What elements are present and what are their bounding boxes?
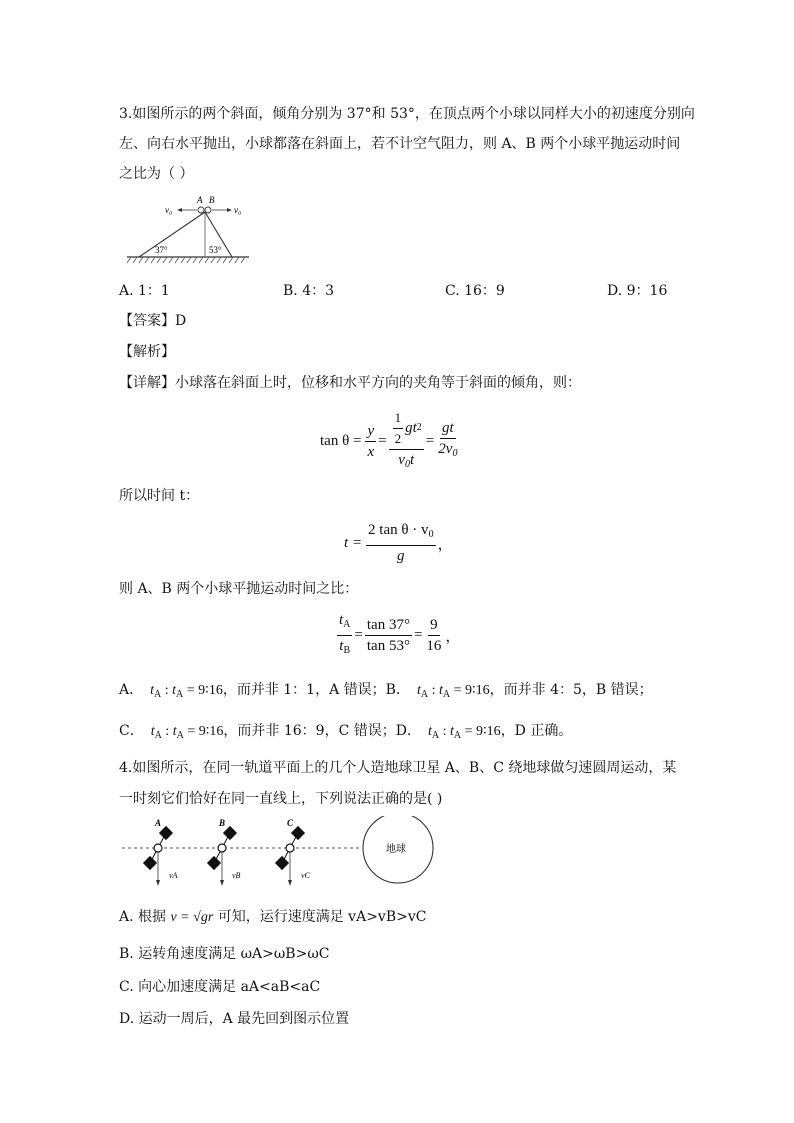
q3-line-1: 3.如图所示的两个斜面，倾角分别为 37°和 53°，在顶点两个小球以同样大小的初速度分别向 [119,106,695,122]
q4-option-b: B. 运转角速度满足 ωA>ωB>ωC [119,946,330,962]
label-va: vA [169,871,178,880]
label-a: A [197,195,203,205]
equation-ratio: $\frac{t_A}{t_B}$ = $\frac{\tan 37^\circ}{\tan 53^\circ}$ = $\frac{9}{16}$ ， [339,611,461,656]
q3-option-b: B. 4：3 [283,283,335,299]
q3-line-3: 之比为（ ） [119,166,194,182]
q4-option-c: C. 向心加速度满足 aA<aB<aC [119,979,321,995]
q3-option-a: A. 1：1 [119,283,170,299]
q4-option-d: D. 运动一周后，A 最先回到图示位置 [119,1011,350,1027]
label-v0-right: v₀ [234,205,242,215]
q4-line-2: 一时刻它们恰好在同一直线上，下列说法正确的是( ) [119,791,443,807]
analysis-title: 【解析】 [119,344,175,360]
judgement-line-2: C． $t_A$ : $t_A$ = 9∶16，而并非 16：9，C 错误；D． $t_A$ : $t_A$ = 9∶16，D 正确。 [119,723,573,741]
label-37: 37° [155,245,168,255]
q3-option-c: C. 16：9 [445,283,505,299]
q4-option-a: A. 根据 v = √gr 可知，运行速度满足 vA>vB>vC [119,909,427,925]
so-time-text: 所以时间 t： [119,488,200,504]
detail-text: 【详解】小球落在斜面上时，位移和水平方向的夹角等于斜面的倾角，则： [119,375,581,391]
label-vc: vC [301,871,310,880]
equation-tan: tan θ = $\frac{y}{x}$ = $\frac{1}{2}$ gt 2 $v_0t$ = $\frac{gt}{2v_0}$ [320,409,458,470]
label-vb: vB [232,871,241,880]
q3-option-d: D. 9：16 [607,283,668,299]
label-v0-left: v₀ [165,205,173,215]
answer: 【答案】D [119,313,187,329]
judgement-line-1: A． $t_A$ : $t_A$ = 9∶16，而并非 1：1，A 错误；B． $t_A$ : $t_A$ = 9∶16，而并非 4：5，B 错误； [119,682,653,700]
equation-t: t = $\frac{2 \tan \theta \cdot v_0}{g}$ ， [344,522,453,564]
label-sat-c: C [287,818,294,828]
label-b: B [209,195,215,205]
earth-label: 地球 [386,844,406,855]
q4-line-1: 4.如图所示，在同一轨道平面上的几个人造地球卫星 A、B、C 绕地球做匀速圆周运动，某 [119,760,677,776]
incline-figure [125,195,251,267]
q3-line-2: 左、向右水平抛出，小球都落在斜面上，若不计空气阻力，则 A、B 两个小球平抛运动时间 [119,136,681,152]
ratio-intro-text: 则 A、B 两个小球平抛运动时间之比： [119,581,359,597]
satellite-figure [120,816,440,894]
label-sat-b: B [219,818,226,828]
label-sat-a: A [155,818,162,828]
label-53: 53° [209,245,222,255]
